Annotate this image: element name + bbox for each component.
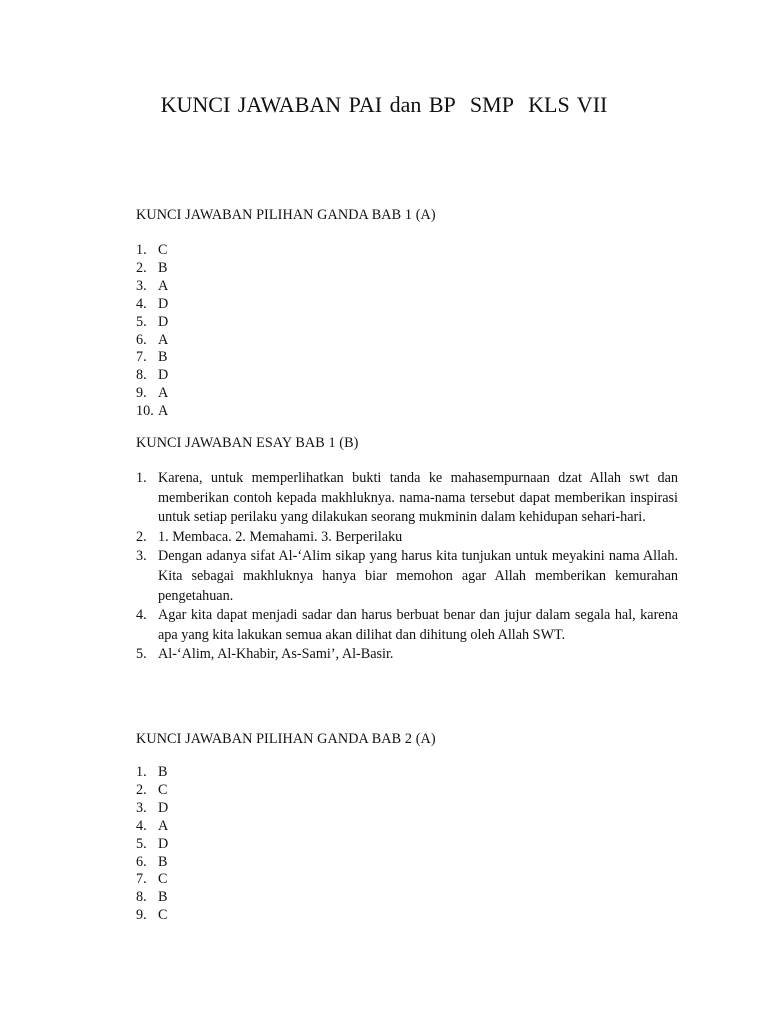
answer-text: Al-‘Alim, Al-Khabir, As-Sami’, Al-Basir. (158, 646, 394, 663)
answer-item (136, 314, 678, 332)
answer-list-essay-bab1 (136, 469, 678, 665)
answer-text: D (158, 367, 169, 384)
answer-text: 1. Membaca. 2. Memahami. 3. Berperilaku (158, 528, 403, 545)
page-title: KUNCI JAWABAN PAI dan BP SMP KLS VII (160, 92, 608, 117)
answer-text: A (158, 385, 169, 402)
answer-list-pg-bab1 (136, 242, 678, 421)
answer-number: 7. (136, 871, 147, 888)
answer-text: B (158, 853, 168, 870)
answer-number: 1. (136, 470, 147, 486)
answer-item (136, 854, 678, 872)
answer-number: 10. (136, 403, 154, 420)
answer-item (136, 403, 678, 421)
answer-text: D (158, 799, 169, 816)
answer-number: 8. (136, 889, 147, 906)
answer-number: 2. (136, 781, 147, 798)
section-heading-pg-bab1: KUNCI JAWABAN PILIHAN GANDA BAB 1 (A) (136, 207, 436, 223)
answer-item (136, 907, 678, 925)
answer-item (136, 332, 678, 350)
answer-number: 8. (136, 367, 147, 384)
answer-number: 9. (136, 385, 147, 402)
answer-number: 3. (136, 277, 147, 294)
answer-item (136, 871, 678, 889)
answer-item (136, 764, 678, 782)
answer-text: A (158, 403, 169, 420)
answer-number: 4. (136, 295, 147, 312)
answer-item (136, 242, 678, 260)
answer-number: 9. (136, 907, 147, 924)
answer-text: A (158, 817, 169, 834)
answer-number: 3. (136, 799, 147, 816)
answer-item (136, 260, 678, 278)
answer-text: C (158, 781, 168, 798)
answer-text: Dengan adanya sifat Al-‘Alim sikap yang harus kita tunjukan untuk meyakini nama Allah. Kita sebagai makhluknya hanya biar memohon agar Allah memberikan kemurahan pengetahuan. (158, 548, 678, 604)
answer-number: 5. (136, 835, 147, 852)
answer-number: 2. (136, 528, 147, 545)
answer-number: 1. (136, 764, 147, 780)
answer-item (136, 818, 678, 836)
answer-number: 1. (136, 242, 147, 258)
answer-item (136, 296, 678, 314)
answer-item (136, 836, 678, 854)
answer-text: Karena, untuk memperlihatkan bukti tanda ke mahasempurnaan dzat Allah swt dan memberikan contoh kepada makhluknya. nama-nama tersebut dapat memberikan inspirasi untuk setiap perilaku yang dilakukan seorang mukminin dalam kehidupan sehari-hari. (158, 470, 678, 526)
answer-text: B (158, 349, 168, 366)
answer-text: B (158, 259, 168, 276)
answer-text: A (158, 331, 169, 348)
answer-text: C (158, 871, 168, 888)
answer-item (136, 367, 678, 385)
answer-text: B (158, 889, 168, 906)
answer-item (136, 547, 678, 606)
answer-number: 5. (136, 646, 147, 663)
answer-item (136, 349, 678, 367)
answer-item (136, 782, 678, 800)
answer-item (136, 889, 678, 907)
answer-text: C (158, 907, 168, 924)
answer-item (136, 528, 678, 548)
answer-item (136, 385, 678, 403)
section-heading-essay-bab1: KUNCI JAWABAN ESAY BAB 1 (B) (136, 435, 359, 451)
section-heading-pg-bab2: KUNCI JAWABAN PILIHAN GANDA BAB 2 (A) (136, 731, 436, 747)
answer-item (136, 469, 678, 528)
answer-item (136, 645, 678, 665)
answer-number: 6. (136, 853, 147, 870)
answer-number: 4. (136, 817, 147, 834)
answer-number: 3. (136, 548, 147, 565)
answer-text: D (158, 835, 169, 852)
answer-item (136, 278, 678, 296)
answer-item (136, 800, 678, 818)
answer-text: Agar kita dapat menjadi sadar dan harus berbuat benar dan jujur dalam segala hal, karena apa yang kita lakukan semua akan dilihat dan dihitung oleh Allah SWT. (158, 607, 678, 643)
answer-text: B (158, 764, 168, 780)
answer-number: 5. (136, 313, 147, 330)
answer-text: C (158, 242, 168, 258)
answer-list-pg-bab2 (136, 764, 678, 925)
answer-text: A (158, 277, 169, 294)
answer-number: 7. (136, 349, 147, 366)
answer-text: D (158, 295, 169, 312)
answer-text: D (158, 313, 169, 330)
answer-item (136, 606, 678, 645)
answer-number: 6. (136, 331, 147, 348)
answer-number: 2. (136, 259, 147, 276)
answer-number: 4. (136, 607, 147, 624)
